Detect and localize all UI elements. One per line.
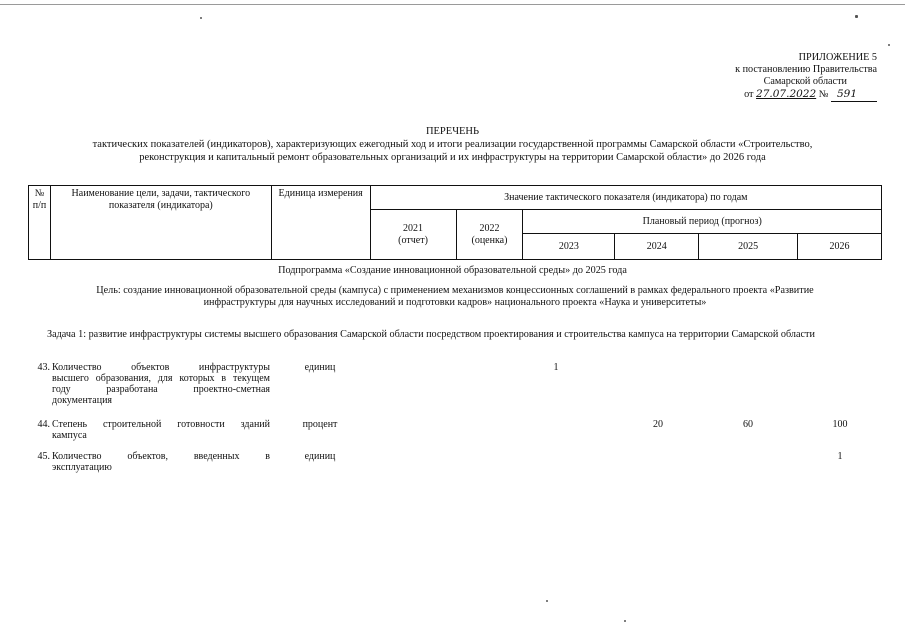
table-row [28,362,882,410]
row-indicator-name [52,451,270,473]
table-row [28,451,882,475]
indicator-table-header [28,185,882,260]
row-unit: единиц [304,362,336,373]
year-2024-header: 2024 [615,234,699,260]
year-2025-header: 2025 [699,234,798,260]
appendix-title: ПРИЛОЖЕНИЕ 5 [798,52,877,63]
row-unit: единиц [304,451,336,462]
scan-speck [855,15,858,18]
document-subtitle-line2: реконструкция и капитальный ремонт образовательных организаций и их инфраструктуры на территории Самарской области» до 2026 года [139,152,766,163]
row-number: 45. [37,451,50,462]
year-2021-note: (отчет) [398,234,428,246]
task-title: Задача 1: развитие инфраструктуры системы высшего образования Самарской области посредством проектирования и строительства кампуса на территории Самарской области [47,329,815,340]
scan-speck [888,44,890,46]
date-prefix: от [744,89,754,100]
appendix-block [677,52,877,102]
scan-speck [546,600,548,602]
row-number: 43. [37,362,50,373]
year-2023-header: 2023 [523,234,615,260]
row-value-2025: 60 [743,419,753,430]
row-name-line: документация [52,395,113,406]
number-prefix: № [818,89,829,100]
row-value-2026: 100 [832,419,848,430]
row-value-2024: 20 [653,419,663,430]
appendix-date-line [677,88,877,102]
scan-top-border [0,4,905,5]
goal-line1: Цель: создание инновационной образовательной среды (кампуса) с применением механизмов концессионных соглашений в рамках федерального проекта «Развитие [96,285,814,296]
scan-speck [624,620,626,622]
document-heading: ПЕРЕЧЕНЬ [425,126,480,137]
table-row [28,419,882,443]
appendix-region: Самарской области [763,76,847,87]
subprogram-title: Подпрограмма «Создание инновационной образовательной среды» до 2025 года [278,265,627,276]
row-number: 44. [37,419,50,430]
year-2022-header [456,210,523,260]
row-name-line: Количество объектов инфраструктуры [52,362,270,373]
year-2022-note: (оценка) [471,234,508,246]
row-name-line: году разработана проектно-сметная [52,384,270,395]
goal-line2: инфраструктуры для научных исследований и подготовки кадров» национального проекта «Наука и университеты» [203,297,707,308]
year-2021-label: 2021 [403,222,424,234]
scan-speck [200,17,202,19]
row-indicator-name [52,419,270,441]
row-value-2023: 1 [553,362,559,373]
row-unit: процент [302,419,338,430]
col-name-header: Наименование цели, задачи, тактического показателя (индикатора) [50,186,271,260]
col-unit-header: Единица измерения [271,186,370,260]
year-2022-label: 2022 [479,222,500,234]
appendix-ref: к постановлению Правительства [735,64,877,75]
row-indicator-name [52,362,270,406]
document-subtitle-line1: тактических показателей (индикаторов), характеризующих ежегодный ход и итоги реализации государственной программы Самарской области «Строительство, [92,139,813,150]
col-values-header: Значение тактического показателя (индикатора) по годам [370,186,881,210]
planned-period-header: Плановый период (прогноз) [523,210,882,234]
year-2026-header: 2026 [798,234,882,260]
handwritten-number: 591 [837,88,858,100]
year-2021-header [370,210,456,260]
handwritten-date: 27.07.2022 [756,88,817,100]
row-name-line: Степень строительной готовности зданий [52,419,270,430]
row-value-2026: 1 [837,451,843,462]
row-name-line: Количество объектов, введенных в [52,451,270,462]
row-name-line: кампуса [52,430,87,441]
row-name-line: эксплуатацию [52,462,112,473]
row-name-line: высшего образования, для которых в текущем [52,373,270,384]
col-number-header: № п/п [29,186,51,260]
